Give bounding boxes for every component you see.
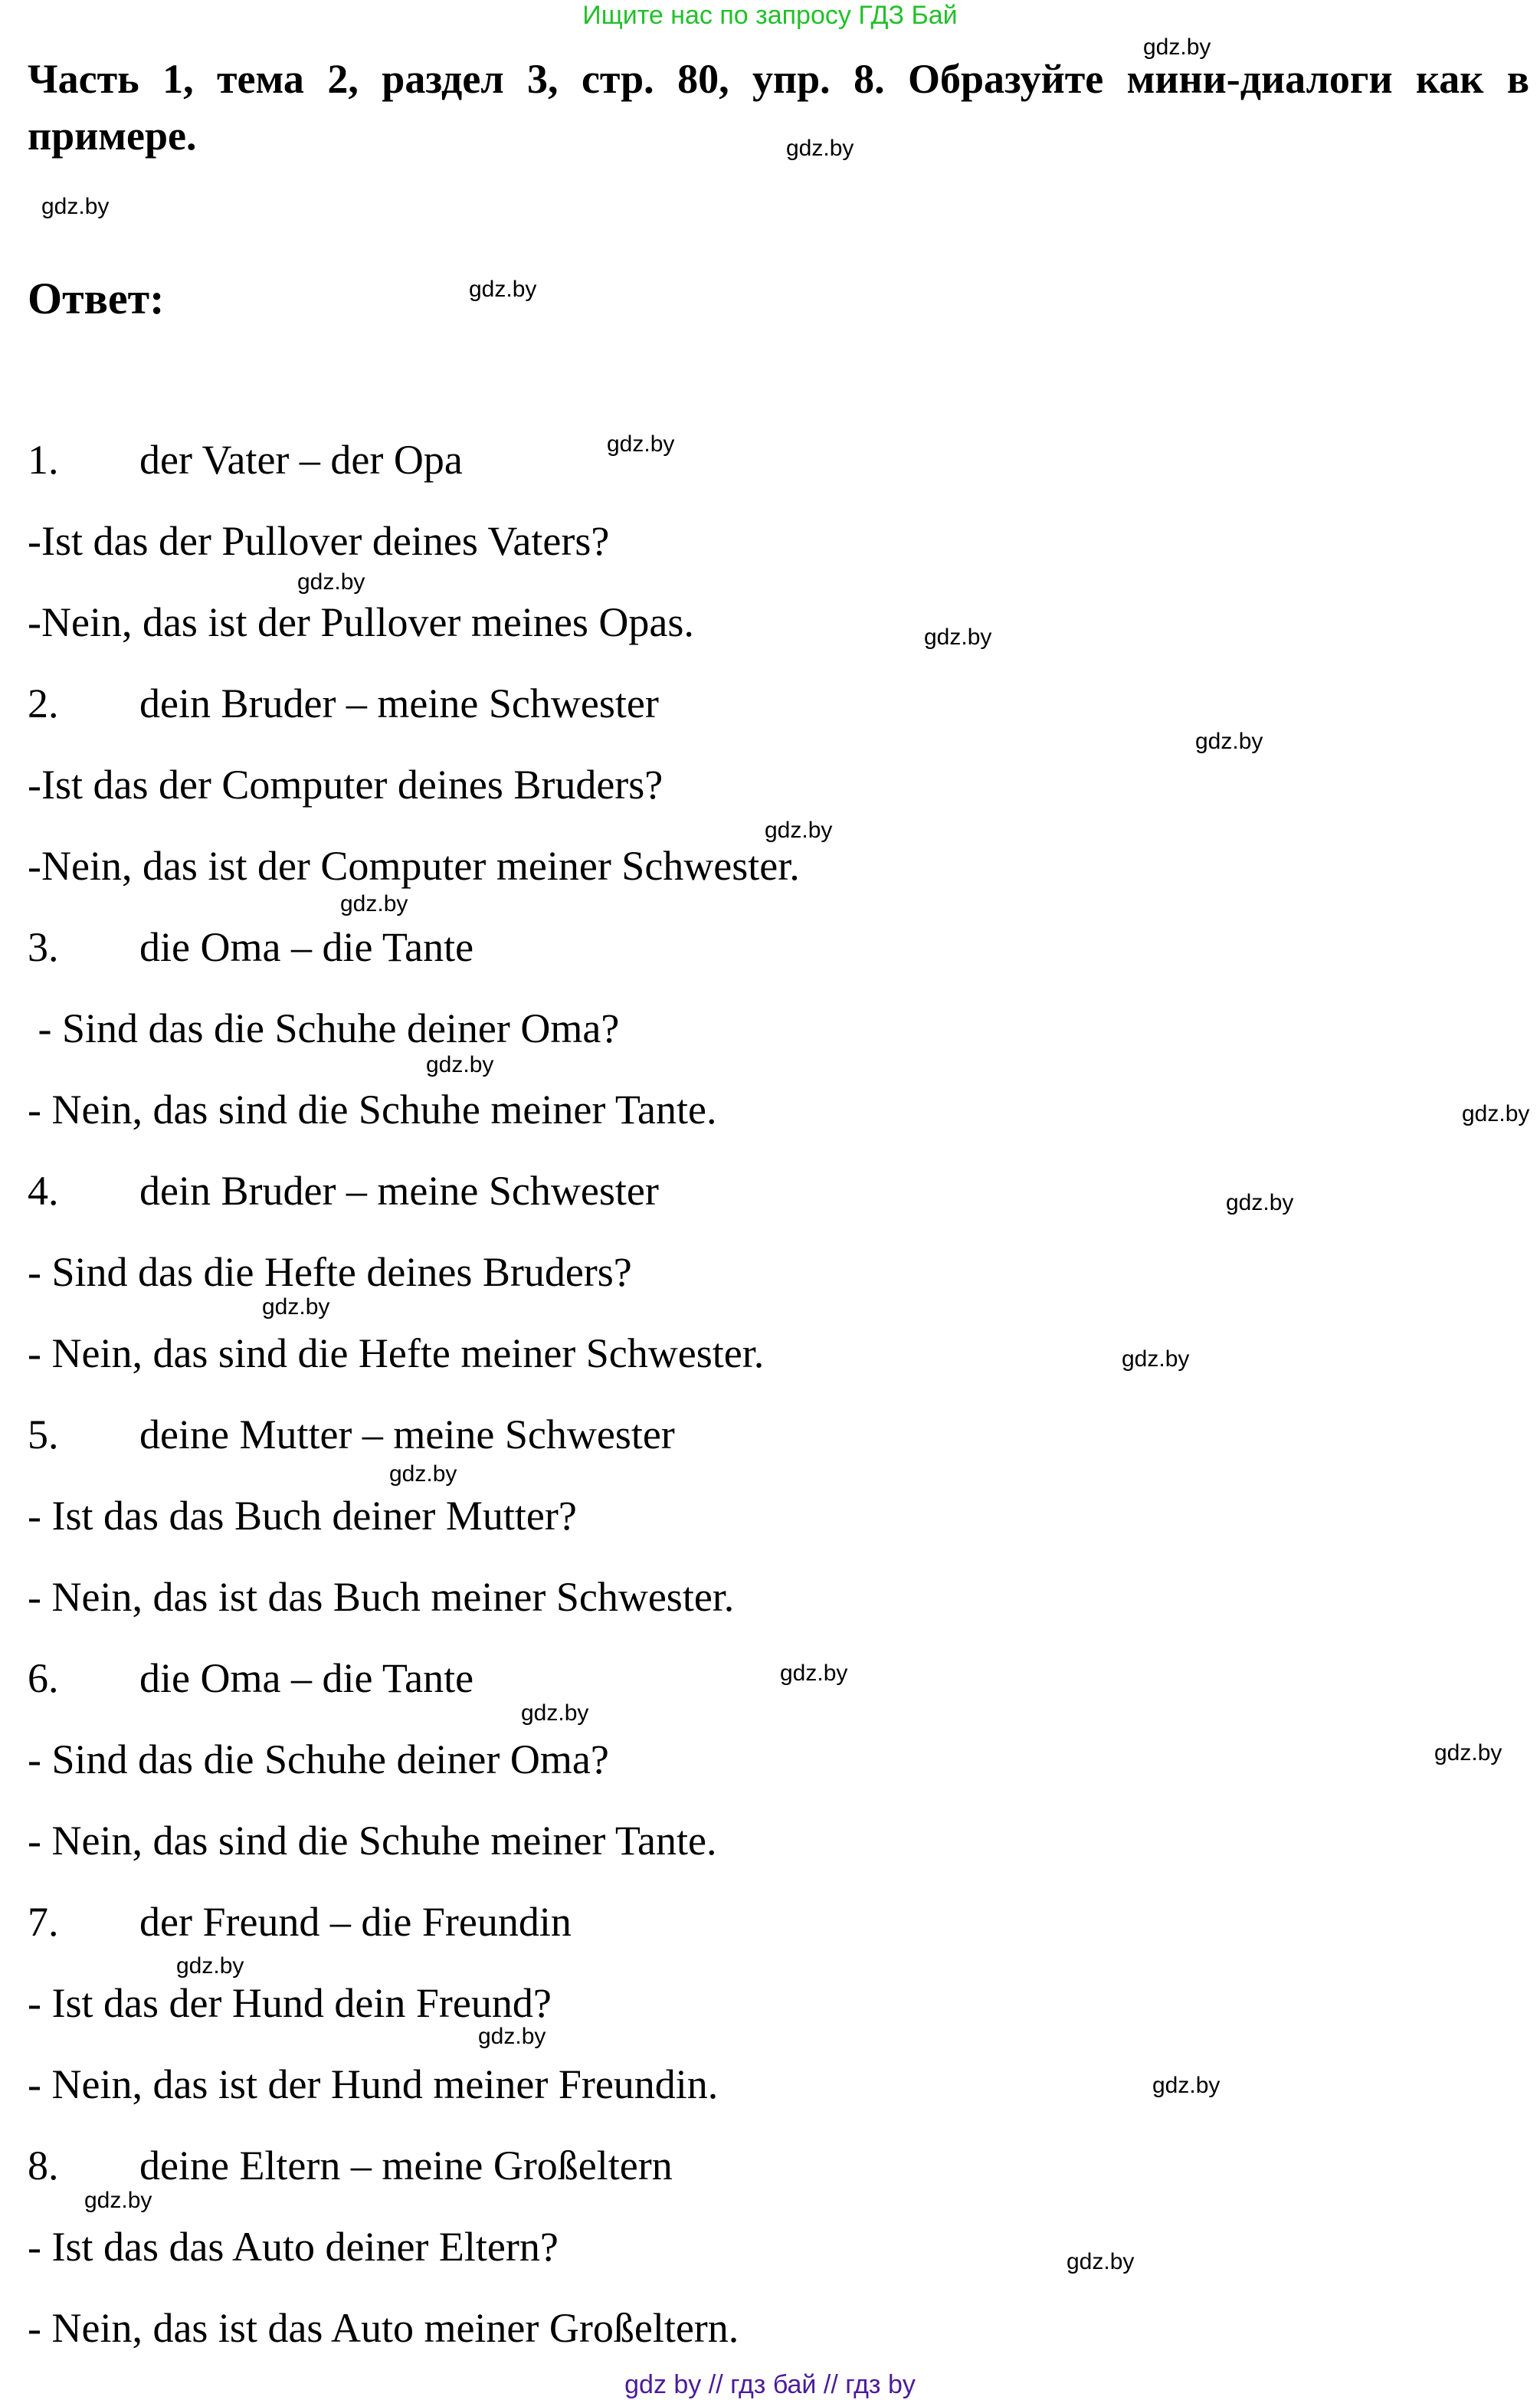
reply-line: - Nein, das ist das Buch meiner Schwester.	[28, 1574, 735, 1620]
reply-line: - Nein, das sind die Schuhe meiner Tante.	[28, 1818, 717, 1864]
reply-line: - Nein, das sind die Hefte meiner Schwester.	[28, 1330, 765, 1376]
item-pair: die Oma – die Tante	[139, 924, 474, 970]
watermark-text: gdz.by	[765, 818, 833, 843]
question-line: - Sind das die Hefte deines Bruders?	[28, 1249, 632, 1295]
item-number: 7.	[28, 1899, 59, 1945]
item-number: 6.	[28, 1655, 59, 1701]
watermark-text: gdz.by	[1067, 2249, 1135, 2274]
item-pair: dein Bruder – meine Schwester	[139, 680, 659, 726]
question-line: - Sind das die Schuhe deiner Oma?	[28, 1005, 620, 1051]
item-pair: deine Mutter – meine Schwester	[139, 1411, 675, 1457]
watermark-text: gdz.by	[1122, 1346, 1190, 1372]
item-pair: der Freund – die Freundin	[139, 1899, 572, 1945]
reply-line: - Nein, das ist das Auto meiner Großeltern.	[28, 2305, 739, 2351]
watermark-text: gdz.by	[176, 1953, 244, 1979]
watermark-text: gdz.by	[1434, 1740, 1502, 1766]
item-number: 8.	[28, 2143, 59, 2189]
footer-links: gdz by // гдз бай // гдз by	[624, 2370, 916, 2399]
item-number: 2.	[28, 680, 59, 726]
item-pair: dein Bruder – meine Schwester	[139, 1168, 659, 1214]
watermark-text: gdz.by	[469, 277, 537, 302]
item-number: 1.	[28, 437, 59, 483]
page-title: Часть 1, тема 2, раздел 3, стр. 80, упр. 8. Образуйте мини-диалоги как в примере.	[28, 56, 1529, 159]
search-hint-banner: Ищите нас по запросу ГДЗ Бай	[582, 1, 958, 30]
question-line: -Ist das der Computer deines Bruders?	[28, 762, 664, 808]
question-line: - Ist das das Auto deiner Eltern?	[28, 2224, 559, 2270]
reply-line: - Nein, das ist der Hund meiner Freundin.	[28, 2061, 719, 2107]
answer-label: Ответ:	[28, 274, 165, 323]
watermark-text: gdz.by	[1195, 729, 1263, 754]
watermark-text: gdz.by	[924, 625, 992, 650]
watermark-text: gdz.by	[1143, 34, 1211, 60]
item-pair: deine Eltern – meine Großeltern	[139, 2143, 673, 2189]
question-line: - Ist das das Buch deiner Mutter?	[28, 1493, 577, 1539]
watermark-text: gdz.by	[389, 1461, 457, 1487]
question-line: - Ist das der Hund dein Freund?	[28, 1980, 552, 2026]
question-line: -Ist das der Pullover deines Vaters?	[28, 518, 610, 564]
watermark-text: gdz.by	[780, 1661, 848, 1686]
watermark-text: gdz.by	[1226, 1190, 1294, 1215]
watermark-text: gdz.by	[84, 2188, 152, 2213]
reply-line: -Nein, das ist der Computer meiner Schwester.	[28, 843, 800, 889]
item-pair: die Oma – die Tante	[139, 1655, 474, 1701]
watermark-text: gdz.by	[786, 136, 854, 161]
watermark-text: gdz.by	[1462, 1101, 1530, 1126]
watermark-text: gdz.by	[297, 569, 365, 595]
item-number: 5.	[28, 1411, 59, 1457]
watermark-text: gdz.by	[521, 1700, 589, 1726]
watermark-text: gdz.by	[478, 2024, 546, 2049]
watermark-text: gdz.by	[1152, 2073, 1221, 2098]
watermark-text: gdz.by	[607, 431, 675, 457]
item-number: 3.	[28, 924, 59, 970]
item-number: 4.	[28, 1168, 59, 1214]
watermark-text: gdz.by	[426, 1052, 494, 1077]
watermark-text: gdz.by	[262, 1294, 330, 1320]
reply-line: - Nein, das sind die Schuhe meiner Tante.	[28, 1087, 717, 1133]
reply-line: -Nein, das ist der Pullover meines Opas.	[28, 599, 694, 645]
item-pair: der Vater – der Opa	[139, 437, 463, 483]
watermark-text: gdz.by	[340, 891, 408, 916]
question-line: - Sind das die Schuhe deiner Oma?	[28, 1736, 609, 1782]
watermark-text: gdz.by	[41, 194, 110, 219]
